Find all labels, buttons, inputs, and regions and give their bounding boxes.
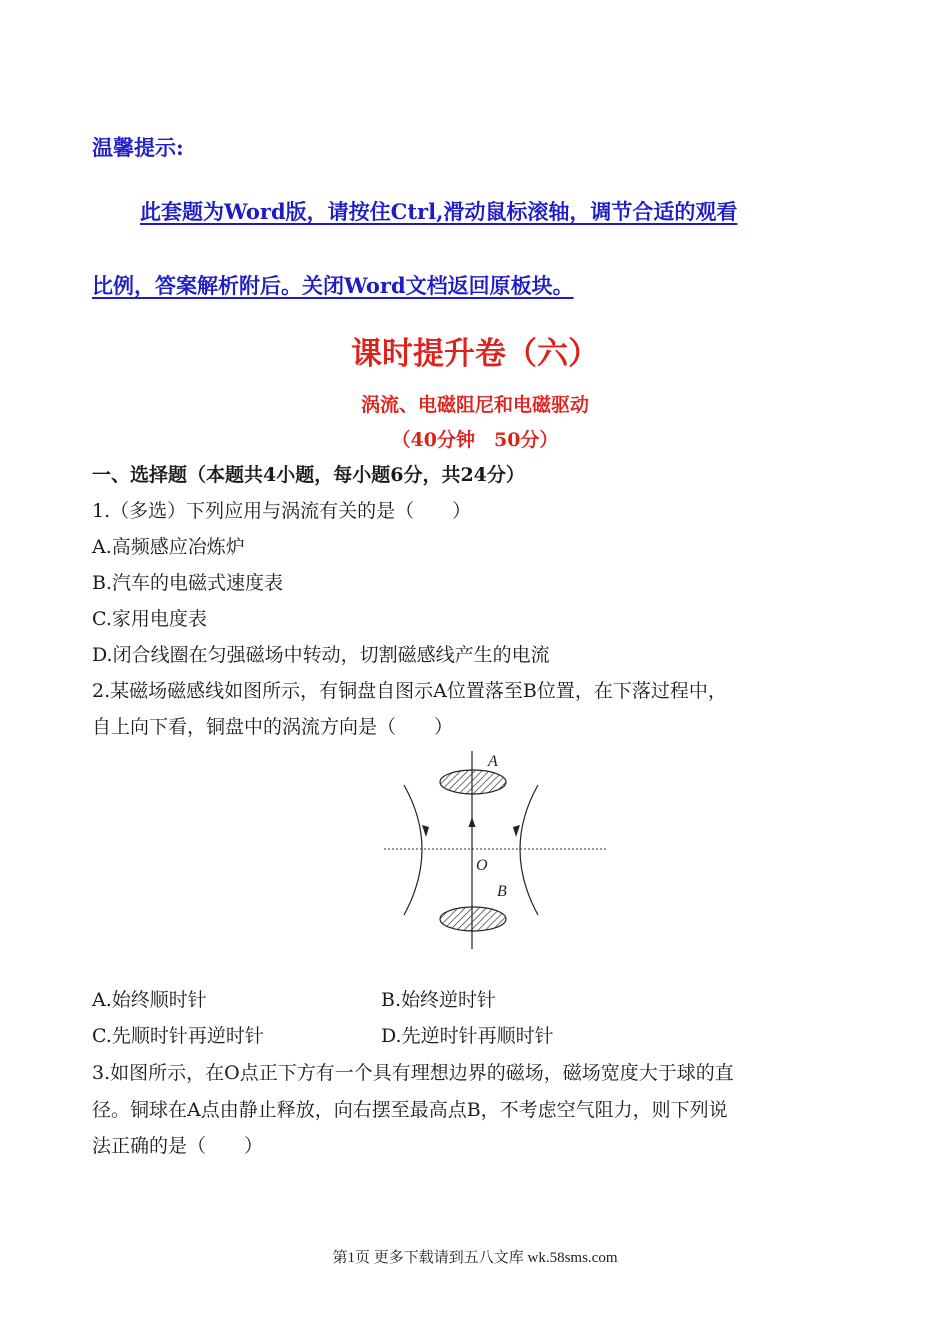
page-subtitle: 涡流、电磁阻尼和电磁驱动 — [360, 394, 589, 416]
question-2-stem-line-1: 2.某磁场磁感线如图所示，有铜盘自图示A位置落至B位置，在下落过程中， — [92, 680, 727, 702]
page-title: 课时提升卷（六） — [351, 336, 599, 372]
tip-line-1: 此套题为Word版，请按住Ctrl,滑动鼠标滚轴，调节合适的观看 — [140, 199, 738, 224]
question-3-line-1: 3.如图所示，在O点正下方有一个具有理想边界的磁场，磁场宽度大于球的直 — [92, 1062, 734, 1084]
copper-disk-a — [440, 770, 506, 794]
left-field-line — [404, 785, 422, 915]
central-arrow — [469, 817, 476, 827]
right-arrow — [513, 825, 520, 837]
right-field-line — [520, 785, 538, 915]
label-o: O — [476, 857, 488, 874]
label-a: A — [488, 753, 498, 770]
question-3-line-2: 径。铜球在A点由静止释放，向右摆至最高点B，不考虑空气阻力，则下列说 — [92, 1099, 728, 1121]
tip-title: 温馨提示: — [92, 135, 184, 160]
time-score-line: （40分钟 50分） — [391, 429, 559, 451]
label-b: B — [497, 883, 507, 900]
question-1-option-c: C.家用电度表 — [92, 608, 207, 630]
copper-disk-b — [440, 907, 506, 931]
left-arrow — [422, 825, 429, 837]
question-2-option-a: A.始终顺时针 — [92, 989, 207, 1011]
question-1-stem: 1.（多选）下列应用与涡流有关的是（ ） — [92, 500, 472, 522]
tip-line-2: 比例，答案解析附后。关闭Word文档返回原板块。 — [92, 273, 574, 298]
question-2-stem-line-2: 自上向下看，铜盘中的涡流方向是（ ） — [92, 716, 454, 738]
section-heading: 一、选择题（本题共4小题，每小题6分，共24分） — [92, 464, 525, 486]
question-2-option-b: B.始终逆时针 — [381, 989, 497, 1011]
magnetic-field-figure — [380, 745, 610, 959]
page-footer: 第1页 更多下载请到五八文库 wk.58sms.com — [332, 1250, 618, 1266]
question-1-option-a: A.高频感应冶炼炉 — [92, 536, 245, 558]
question-2-option-c: C.先顺时针再逆时针 — [92, 1025, 264, 1047]
question-3-line-3: 法正确的是（ ） — [92, 1135, 264, 1157]
question-1-option-d: D.闭合线圈在匀强磁场中转动，切割磁感线产生的电流 — [92, 644, 550, 666]
question-1-option-b: B.汽车的电磁式速度表 — [92, 572, 284, 594]
question-2-option-d: D.先逆时针再顺时针 — [381, 1025, 554, 1047]
